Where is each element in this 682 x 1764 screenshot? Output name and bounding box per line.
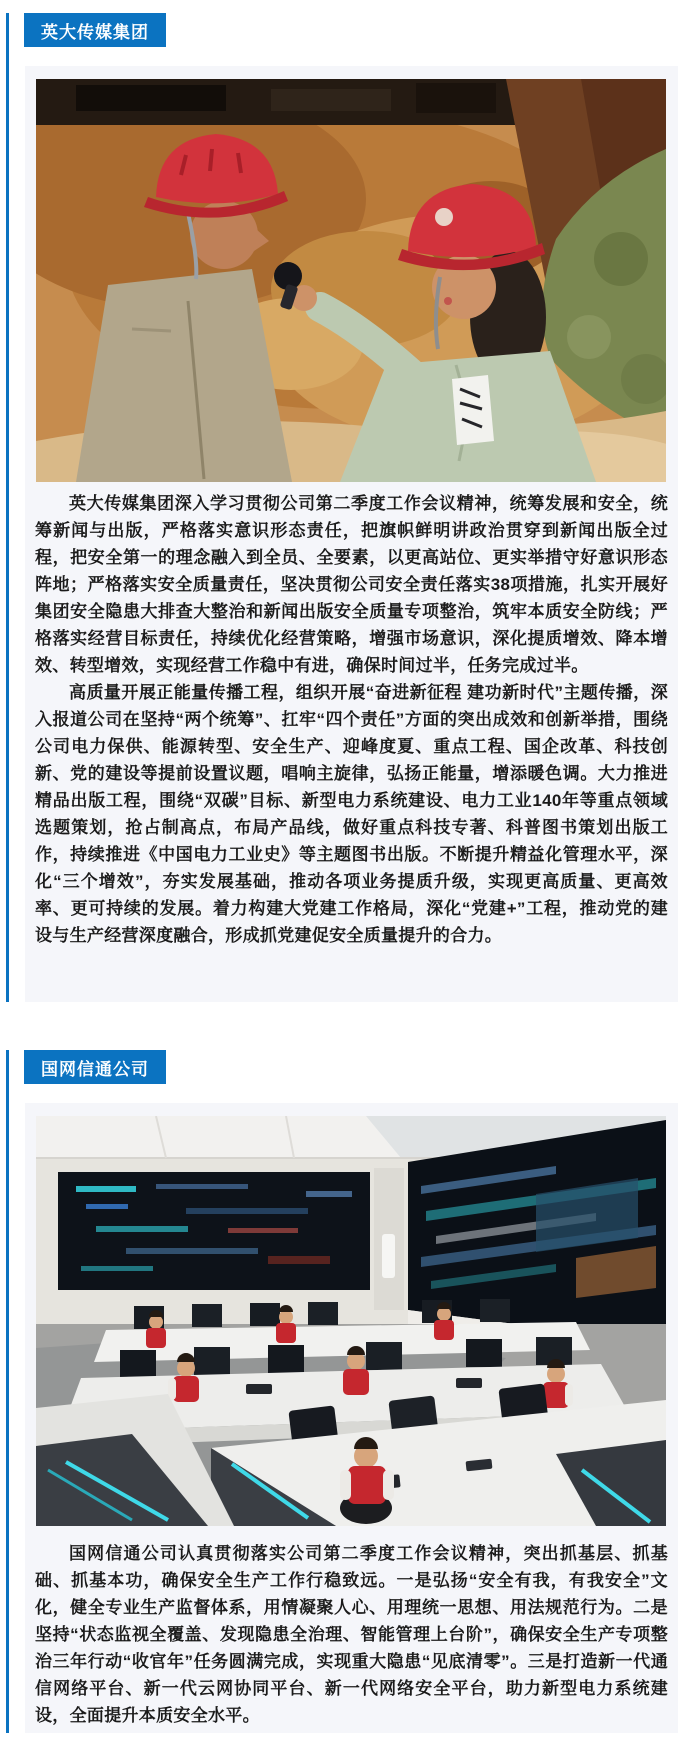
- section-badge-label: 国网信通公司: [41, 1059, 149, 1079]
- interview-photo: [36, 79, 666, 482]
- paragraph: 国网信通公司认真贯彻落实公司第二季度工作会议精神，突出抓基层、抓基础、抓基本功，确保安全生产工作行稳致远。一是弘扬“安全有我，有我安全”文化，健全专业生产监督体系，用情凝聚人心、用理统一思想、用法规范行为。二是坚持“状态监视全覆盖、发现隐患全治理、智能管理上台阶”，确保安全生产专项整治三年行动“收官年”任务圆满完成，实现重大隐患“见底清零”。三是打造新一代通信网络平台、新一代云网协同平台、新一代网络安全平台，助力新型电力系统建设，全面提升本质安全水平。: [35, 1544, 668, 1725]
- section-body-sgitc: [35, 1540, 668, 1729]
- section-card-yingda: [25, 66, 678, 1002]
- section-accent-rule: [6, 13, 9, 1002]
- section-body-yingda: [35, 490, 668, 949]
- paragraph: 高质量开展正能量传播工程，组织开展“奋进新征程 建功新时代”主题传播，深入报道公司在坚持“两个统筹”、扛牢“四个责任”方面的突出成效和创新举措，围绕公司电力保供、能源转型、安全生产、迎峰度夏、重点工程、国企改革、科技创新、党的建设等提前设置议题，唱响主旋律，弘扬正能量，增添暖色调。大力推进精品出版工程，围绕“双碳”目标、新型电力系统建设、电力工业140年等重点领域选题策划，抢占制高点，布局产品线，做好重点科技专著、科普图书策划出版工作，持续推进《中国电力工业史》等主题图书出版。不断提升精益化管理水平，深化“三个增效”，夯实发展基础，推动各项业务提质升级，实现更高质量、更高效率、更可持续的发展。着力构建大党建工作格局，深化“党建+”工程，推动党的建设与生产经营深度融合，形成抓党建促安全质量提升的合力。: [35, 683, 668, 945]
- section-badge-yingda: [24, 13, 166, 47]
- section-badge-sgitc: [24, 1050, 166, 1084]
- control-room-photo: [36, 1116, 666, 1526]
- section-accent-rule: [6, 1050, 9, 1733]
- paragraph: 英大传媒集团深入学习贯彻公司第二季度工作会议精神，统筹发展和安全，统筹新闻与出版，严格落实意识形态责任，把旗帜鲜明讲政治贯穿到新闻出版全过程，把安全第一的理念融入到全员、全要素，以更高站位、更实举措守好意识形态阵地；严格落实安全质量责任，坚决贯彻公司安全责任落实38项措施，扎实开展好集团安全隐患大排查大整治和新闻出版安全质量专项整治，筑牢本质安全防线；严格落实经营目标责任，持续优化经营策略，增强市场意识，深化提质增效、降本增效、转型增效，实现经营工作稳中有进，确保时间过半，任务完成过半。: [35, 494, 668, 675]
- section-card-sgitc: [25, 1103, 678, 1733]
- section-badge-label: 英大传媒集团: [41, 22, 149, 42]
